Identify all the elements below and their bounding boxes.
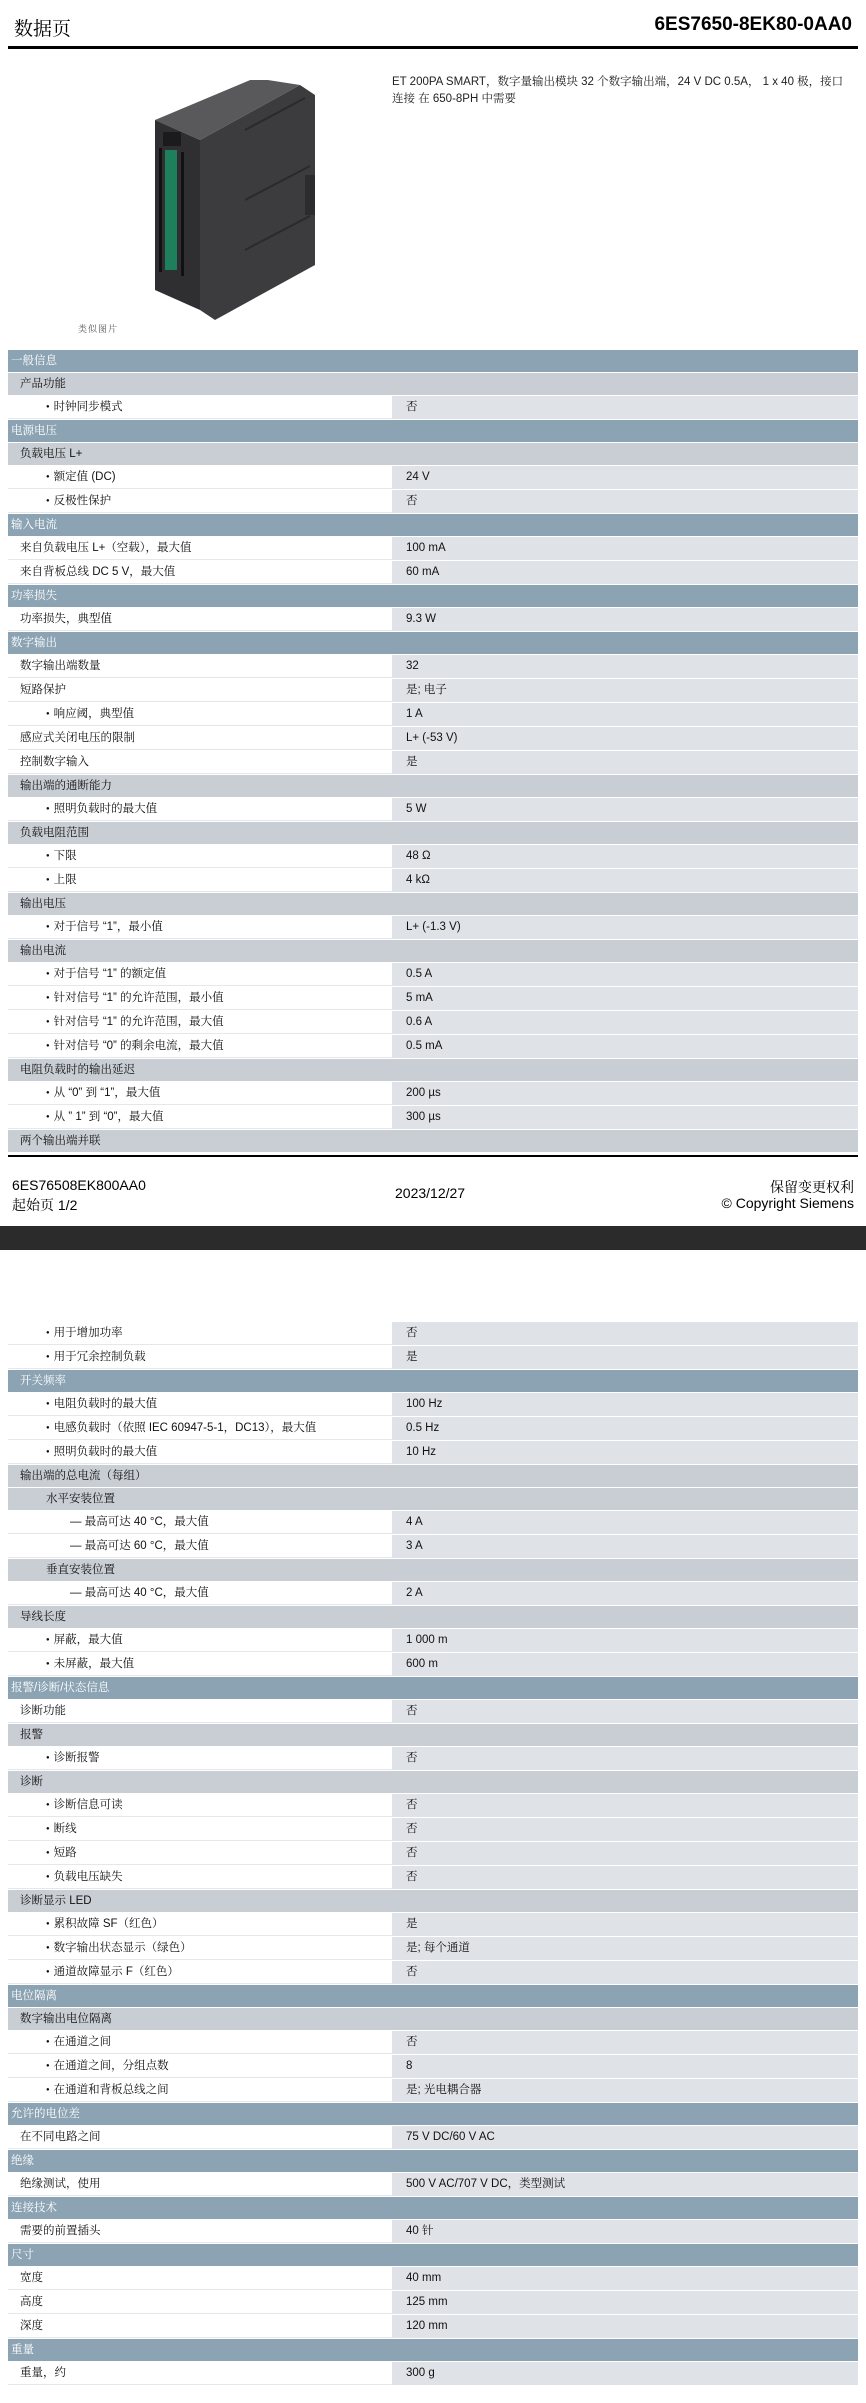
section-header — [8, 1985, 858, 2008]
spec-value: 120 mm — [392, 2315, 858, 2338]
spec-label: 报警/诊断/状态信息 — [11, 1682, 110, 1694]
spec-label: 电源电压 — [11, 425, 57, 437]
spec-row — [8, 561, 858, 585]
spec-label: 需要的前置插头 — [8, 2220, 392, 2243]
subsection-header — [8, 775, 858, 798]
spec-row — [8, 2362, 858, 2386]
subsection-header — [8, 893, 858, 916]
product-description: ET 200PA SMART，数字量输出模块 32 个数字输出端，24 V DC 0.5A， 1 x 40 极，接口连接 在 650-8PH 中需要 — [392, 76, 844, 105]
spec-row — [8, 1961, 858, 1985]
spec-value: 是 — [392, 1346, 858, 1369]
spec-label: 垂直安装位置 — [46, 1564, 115, 1576]
spec-label: ● 断线 — [8, 1818, 392, 1841]
spec-row — [8, 1082, 858, 1106]
spec-label: 报警 — [20, 1729, 43, 1741]
spec-label: 输出端的通断能力 — [20, 780, 112, 792]
section-header — [8, 632, 858, 655]
spec-row — [8, 1441, 858, 1465]
spec-row — [8, 537, 858, 561]
spec-label: 短路保护 — [8, 679, 392, 702]
spec-label: 输入电流 — [11, 519, 57, 531]
spec-value: 否 — [392, 396, 858, 419]
spec-label: ● 上限 — [8, 869, 392, 892]
section-header — [8, 350, 858, 373]
section-header — [8, 2103, 858, 2126]
spec-row — [8, 1346, 858, 1370]
spec-row — [8, 1700, 858, 1724]
footer-date: 2023/12/27 — [395, 1185, 466, 1201]
footer-order-code: 6ES76508EK800AA0 — [12, 1177, 146, 1193]
spec-label: 开关频率 — [20, 1375, 66, 1387]
spec-value: 4 A — [392, 1511, 858, 1534]
spec-label: 深度 — [8, 2315, 392, 2338]
subsection-header — [8, 1771, 858, 1794]
spec-label: 诊断功能 — [8, 1700, 392, 1723]
spec-label: ● 电感负载时（依照 IEC 60947-5-1，DC13），最大值 — [8, 1417, 392, 1440]
product-overview — [0, 52, 866, 344]
spec-value: 否 — [392, 1794, 858, 1817]
spec-value: 否 — [392, 1700, 858, 1723]
spec-value: 8 — [392, 2055, 858, 2078]
spec-value: 是; 每个通道 — [392, 1937, 858, 1960]
footer-page-number: 起始页 1/2 — [12, 1197, 78, 1213]
spec-label: ● 对于信号 “1” 的额定值 — [8, 963, 392, 986]
spec-label: 输出电压 — [20, 898, 66, 910]
spec-value: 2 A — [392, 1582, 858, 1605]
spec-value: 40 mm — [392, 2267, 858, 2290]
spec-row — [8, 2126, 858, 2150]
spec-row — [8, 727, 858, 751]
spec-label: — 最高可达 40 °C，最大值 — [8, 1511, 392, 1534]
spec-value: 9.3 W — [392, 608, 858, 631]
spec-row — [8, 2220, 858, 2244]
spec-value: 是; 电子 — [392, 679, 858, 702]
spec-label: 产品功能 — [20, 378, 66, 390]
document-type-title: 数据页 — [14, 19, 72, 40]
spec-label: 重量，约 — [8, 2362, 392, 2385]
product-image — [145, 80, 320, 325]
spec-row — [8, 1866, 858, 1890]
spec-label: 在不同电路之间 — [8, 2126, 392, 2149]
spec-label: ● 用于冗余控制负载 — [8, 1346, 392, 1369]
subsection-header — [8, 1488, 858, 1511]
spec-label: 电位隔离 — [11, 1990, 57, 2002]
spec-row — [8, 1322, 858, 1346]
spec-label: 高度 — [8, 2291, 392, 2314]
spec-label: 连接技术 — [11, 2202, 57, 2214]
spec-row — [8, 916, 858, 940]
section-header — [8, 420, 858, 443]
subsection-header — [8, 822, 858, 845]
spec-row — [8, 396, 858, 420]
spec-label: 输出端的总电流（每组） — [20, 1470, 147, 1482]
subsection-header — [8, 1559, 858, 1582]
spec-value: 125 mm — [392, 2291, 858, 2314]
subsection-header — [8, 1724, 858, 1747]
spec-value: 0.6 A — [392, 1011, 858, 1034]
spec-label: ● 通道故障显示 F（红色） — [8, 1961, 392, 1984]
spec-row — [8, 2055, 858, 2079]
spec-value: 600 m — [392, 1653, 858, 1676]
spec-value: 0.5 Hz — [392, 1417, 858, 1440]
spec-row — [8, 1629, 858, 1653]
subsection-header — [8, 443, 858, 466]
spec-value: 否 — [392, 2031, 858, 2054]
spec-label: ● 下限 — [8, 845, 392, 868]
spec-value: 否 — [392, 1842, 858, 1865]
section-header — [8, 1370, 858, 1393]
footer-copyright: © Copyright Siemens — [721, 1195, 854, 1211]
spec-row — [8, 703, 858, 727]
spec-value: 300 µs — [392, 1106, 858, 1129]
spec-row — [8, 1818, 858, 1842]
spec-label: ● 针对信号 “1” 的允许范围，最小值 — [8, 987, 392, 1010]
spec-value: 5 mA — [392, 987, 858, 1010]
spec-label: — 最高可达 40 °C，最大值 — [8, 1582, 392, 1605]
spec-label: ● 反极性保护 — [8, 490, 392, 513]
spec-value: 否 — [392, 1747, 858, 1770]
spec-value: 60 mA — [392, 561, 858, 584]
spec-row — [8, 1747, 858, 1771]
spec-row — [8, 1582, 858, 1606]
spec-label: ● 针对信号 “0” 的剩余电流，最大值 — [8, 1035, 392, 1058]
spec-label: ● 照明负载时的最大值 — [8, 1441, 392, 1464]
subsection-header — [8, 1130, 858, 1153]
spec-row — [8, 2267, 858, 2291]
spec-label: 负载电压 L+ — [20, 448, 83, 460]
spec-value: 否 — [392, 1866, 858, 1889]
spec-row — [8, 1653, 858, 1677]
spec-label: 来自负载电压 L+（空载），最大值 — [8, 537, 392, 560]
spec-label: 来自背板总线 DC 5 V，最大值 — [8, 561, 392, 584]
spec-value: 0.5 A — [392, 963, 858, 986]
subsection-header — [8, 1890, 858, 1913]
section-header — [8, 1677, 858, 1700]
footer-rights: 保留变更权利 — [770, 1179, 854, 1195]
spec-row — [8, 845, 858, 869]
subsection-header — [8, 940, 858, 963]
spec-row — [8, 1535, 858, 1559]
spec-value: 300 g — [392, 2362, 858, 2385]
spec-label: ● 累积故障 SF（红色） — [8, 1913, 392, 1936]
spec-value: 40 针 — [392, 2220, 858, 2243]
spec-label: 数字输出端数量 — [8, 655, 392, 678]
spec-label: 感应式关闭电压的限制 — [8, 727, 392, 750]
spec-label: 尺寸 — [11, 2249, 34, 2261]
spec-label: 输出电流 — [20, 945, 66, 957]
spec-row — [8, 1393, 858, 1417]
spec-label: 负载电阻范围 — [20, 827, 89, 839]
spec-value: 否 — [392, 1961, 858, 1984]
spec-value: 0.5 mA — [392, 1035, 858, 1058]
spec-row — [8, 963, 858, 987]
spec-row — [8, 1035, 858, 1059]
spec-label: 两个输出端并联 — [20, 1135, 101, 1147]
spec-value: 32 — [392, 655, 858, 678]
image-caption: 类似图片 — [78, 324, 119, 334]
spec-label: 数字输出 — [11, 637, 57, 649]
spec-value: L+ (-1.3 V) — [392, 916, 858, 939]
spec-label: — 最高可达 60 °C，最大值 — [8, 1535, 392, 1558]
spec-row — [8, 2291, 858, 2315]
header-divider — [8, 46, 858, 49]
spec-label: 一般信息 — [11, 355, 57, 367]
page-separator — [0, 1226, 866, 1250]
spec-row — [8, 2031, 858, 2055]
spec-value: 48 Ω — [392, 845, 858, 868]
spec-label: 绝缘 — [11, 2155, 34, 2167]
spec-label: 绝缘测试，使用 — [8, 2173, 392, 2196]
section-header — [8, 514, 858, 537]
spec-value: 否 — [392, 1818, 858, 1841]
spec-row — [8, 2315, 858, 2339]
spec-label: 宽度 — [8, 2267, 392, 2290]
spec-table-page-2 — [8, 1322, 858, 2386]
spec-row — [8, 490, 858, 514]
spec-value: 500 V AC/707 V DC，类型测试 — [392, 2173, 858, 2196]
spec-label: ● 负载电压缺失 — [8, 1866, 392, 1889]
spec-row — [8, 1417, 858, 1441]
spec-label: 功率损失，典型值 — [8, 608, 392, 631]
spec-label: 控制数字输入 — [8, 751, 392, 774]
spec-value: 5 W — [392, 798, 858, 821]
spec-row — [8, 2173, 858, 2197]
spec-label: 数字输出电位隔离 — [20, 2013, 112, 2025]
spec-row — [8, 987, 858, 1011]
spec-row — [8, 466, 858, 490]
spec-row — [8, 751, 858, 775]
spec-value: 是 — [392, 1913, 858, 1936]
spec-label: ● 屏蔽，最大值 — [8, 1629, 392, 1652]
spec-value: 10 Hz — [392, 1441, 858, 1464]
spec-label: ● 短路 — [8, 1842, 392, 1865]
subsection-header — [8, 1606, 858, 1629]
footer-divider — [8, 1155, 858, 1157]
spec-label: ● 诊断报警 — [8, 1747, 392, 1770]
spec-row — [8, 1511, 858, 1535]
spec-row — [8, 1794, 858, 1818]
spec-value: L+ (-53 V) — [392, 727, 858, 750]
spec-value: 1 A — [392, 703, 858, 726]
spec-label: ● 用于增加功率 — [8, 1322, 392, 1345]
spec-value: 3 A — [392, 1535, 858, 1558]
spec-label: ● 数字输出状态显示（绿色） — [8, 1937, 392, 1960]
spec-label: ● 额定值 (DC) — [8, 466, 392, 489]
spec-row — [8, 608, 858, 632]
spec-label: 功率损失 — [11, 590, 57, 602]
subsection-header — [8, 373, 858, 396]
spec-label: 重量 — [11, 2344, 34, 2356]
section-header — [8, 2150, 858, 2173]
spec-value: 100 Hz — [392, 1393, 858, 1416]
spec-row — [8, 1011, 858, 1035]
spec-label: 允许的电位差 — [11, 2108, 80, 2120]
spec-value: 1 000 m — [392, 1629, 858, 1652]
spec-value: 100 mA — [392, 537, 858, 560]
section-header — [8, 2339, 858, 2362]
spec-label: 电阻负载时的输出延迟 — [20, 1064, 135, 1076]
article-number: 6ES7650-8EK80-0AA0 — [654, 14, 852, 35]
spec-row — [8, 869, 858, 893]
spec-label: 诊断显示 LED — [20, 1895, 92, 1907]
spec-value: 24 V — [392, 466, 858, 489]
spec-table-page-1 — [8, 350, 858, 1153]
spec-label: ● 时钟同步模式 — [8, 396, 392, 419]
spec-label: ● 响应阈，典型值 — [8, 703, 392, 726]
spec-label: ● 在通道之间 — [8, 2031, 392, 2054]
spec-label: ● 诊断信息可读 — [8, 1794, 392, 1817]
spec-row — [8, 655, 858, 679]
spec-row — [8, 1913, 858, 1937]
spec-row — [8, 1842, 858, 1866]
spec-row — [8, 1937, 858, 1961]
spec-label: 水平安装位置 — [46, 1493, 115, 1505]
page-header — [0, 0, 866, 52]
spec-value: 75 V DC/60 V AC — [392, 2126, 858, 2149]
section-header — [8, 2244, 858, 2267]
spec-value: 200 µs — [392, 1082, 858, 1105]
spec-label: ● 在通道和背板总线之间 — [8, 2079, 392, 2102]
spec-label: ● 从 ” 1” 到 “0”，最大值 — [8, 1106, 392, 1129]
spec-value: 否 — [392, 1322, 858, 1345]
page-footer — [0, 1155, 866, 1225]
spec-label: ● 在通道之间，分组点数 — [8, 2055, 392, 2078]
spec-label: ● 照明负载时的最大值 — [8, 798, 392, 821]
spec-row — [8, 679, 858, 703]
spec-row — [8, 2079, 858, 2103]
spec-value: 是; 光电耦合器 — [392, 2079, 858, 2102]
spec-row — [8, 1106, 858, 1130]
subsection-header — [8, 2008, 858, 2031]
spec-label: ● 对于信号 “1”，最小值 — [8, 916, 392, 939]
subsection-header — [8, 1059, 858, 1082]
subsection-header — [8, 1465, 858, 1488]
spec-label: 诊断 — [20, 1776, 43, 1788]
spec-value: 是 — [392, 751, 858, 774]
spec-label: ● 未屏蔽，最大值 — [8, 1653, 392, 1676]
spec-row — [8, 798, 858, 822]
spec-label: ● 从 “0” 到 “1”，最大值 — [8, 1082, 392, 1105]
section-header — [8, 2197, 858, 2220]
spec-label: ● 电阻负载时的最大值 — [8, 1393, 392, 1416]
spec-value: 4 kΩ — [392, 869, 858, 892]
section-header — [8, 585, 858, 608]
spec-label: 导线长度 — [20, 1611, 66, 1623]
spec-label: ● 针对信号 “1” 的允许范围，最大值 — [8, 1011, 392, 1034]
spec-value: 否 — [392, 490, 858, 513]
